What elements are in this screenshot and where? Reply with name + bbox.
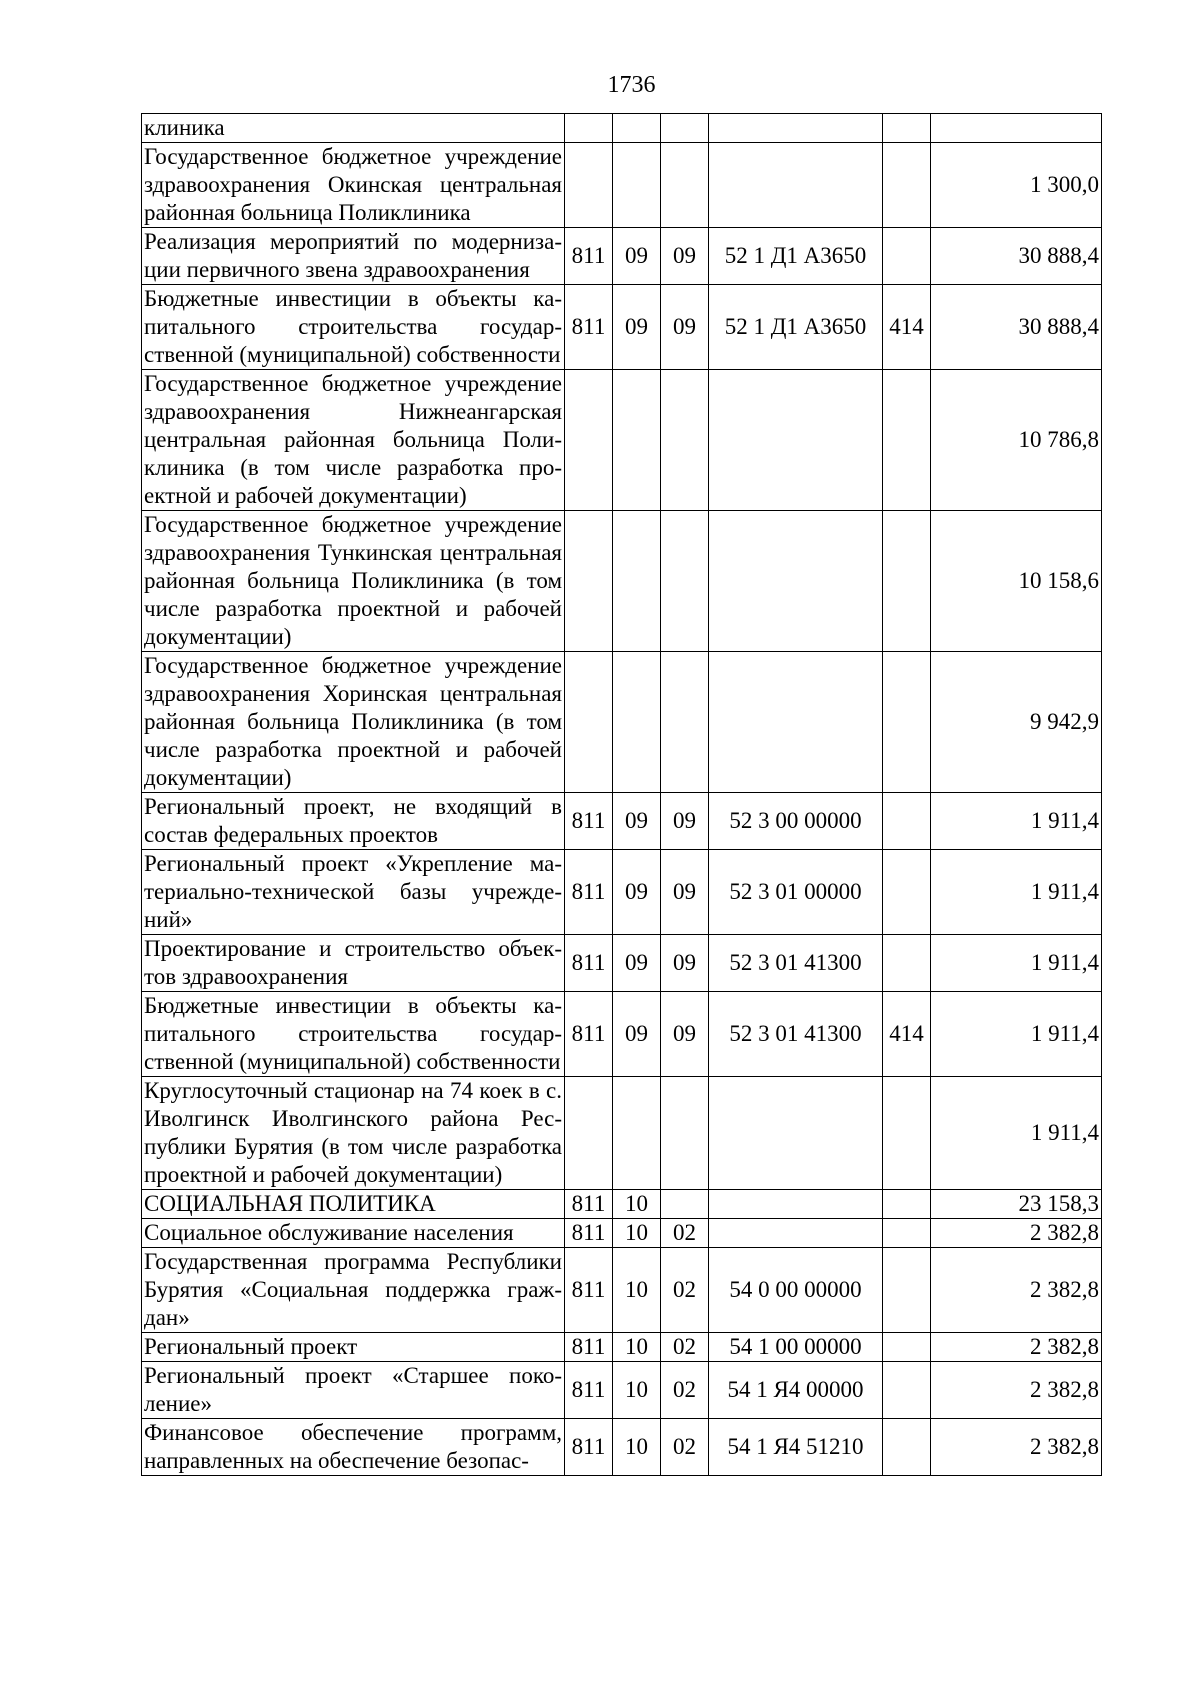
- row-expense-type: [883, 1190, 931, 1219]
- row-target-code: [709, 1077, 883, 1190]
- row-section-code: [613, 114, 661, 143]
- row-target-code: [709, 511, 883, 652]
- row-ministry-code: 811: [565, 1190, 613, 1219]
- table-row: [142, 992, 1102, 1077]
- row-name: Государственное бюджетное учреждение здравоохранения Хоринская центральная районная больница Поликлиника (в том числе разработка проектной и рабочей документации): [142, 652, 565, 793]
- row-ministry-code: [565, 652, 613, 793]
- row-expense-type: [883, 1333, 931, 1362]
- row-section-code: [613, 511, 661, 652]
- row-amount: 2 382,8: [931, 1248, 1102, 1333]
- row-ministry-code: 811: [565, 793, 613, 850]
- row-section-code: [613, 370, 661, 511]
- row-amount: 1 911,4: [931, 1077, 1102, 1190]
- row-subsection-code: [661, 511, 709, 652]
- row-ministry-code: 811: [565, 285, 613, 370]
- row-name: Государственное бюджетное учреждение здравоохранения Нижнеангарская центральная районная больница Поликлиника (в том числе разработка проектной и рабочей документации): [142, 370, 565, 511]
- row-expense-type: [883, 793, 931, 850]
- row-amount: 1 911,4: [931, 850, 1102, 935]
- row-name: СОЦИАЛЬНАЯ ПОЛИТИКА: [142, 1190, 565, 1219]
- row-name: Проектирование и строительство объектов здравоохранения: [142, 935, 565, 992]
- row-section-code: 10: [613, 1333, 661, 1362]
- row-target-code: 54 1 00 00000: [709, 1333, 883, 1362]
- row-name: Бюджетные инвестиции в объекты капитального строительства государственной (муниципальной) собственности: [142, 285, 565, 370]
- row-ministry-code: [565, 511, 613, 652]
- row-target-code: 52 3 01 00000: [709, 850, 883, 935]
- row-subsection-code: 09: [661, 935, 709, 992]
- row-subsection-code: 02: [661, 1219, 709, 1248]
- row-target-code: [709, 114, 883, 143]
- row-subsection-code: 02: [661, 1248, 709, 1333]
- row-expense-type: [883, 1419, 931, 1476]
- row-section-code: 10: [613, 1419, 661, 1476]
- row-name: Финансовое обеспечение программ, направленных на обеспечение безопас-: [142, 1419, 565, 1476]
- row-target-code: 54 1 Я4 00000: [709, 1362, 883, 1419]
- row-subsection-code: [661, 114, 709, 143]
- row-section-code: [613, 1077, 661, 1190]
- row-section-code: [613, 652, 661, 793]
- row-subsection-code: [661, 1190, 709, 1219]
- row-target-code: 52 3 01 41300: [709, 935, 883, 992]
- row-name: Бюджетные инвестиции в объекты капитального строительства государственной (муниципальной) собственности: [142, 992, 565, 1077]
- row-amount: 1 300,0: [931, 143, 1102, 228]
- row-expense-type: [883, 1077, 931, 1190]
- row-expense-type: 414: [883, 285, 931, 370]
- row-subsection-code: 02: [661, 1362, 709, 1419]
- row-ministry-code: 811: [565, 1419, 613, 1476]
- row-subsection-code: 09: [661, 992, 709, 1077]
- table-row: [142, 285, 1102, 370]
- row-ministry-code: 811: [565, 1362, 613, 1419]
- row-subsection-code: 02: [661, 1419, 709, 1476]
- row-target-code: [709, 1219, 883, 1248]
- table-row: [142, 793, 1102, 850]
- row-amount: 10 158,6: [931, 511, 1102, 652]
- table-row: [142, 1362, 1102, 1419]
- row-target-code: 52 3 01 41300: [709, 992, 883, 1077]
- row-expense-type: [883, 935, 931, 992]
- row-ministry-code: 811: [565, 992, 613, 1077]
- row-section-code: 10: [613, 1248, 661, 1333]
- row-subsection-code: 02: [661, 1333, 709, 1362]
- row-amount: 2 382,8: [931, 1419, 1102, 1476]
- table-row: [142, 1077, 1102, 1190]
- row-amount: 10 786,8: [931, 370, 1102, 511]
- row-target-code: [709, 652, 883, 793]
- row-ministry-code: 811: [565, 1248, 613, 1333]
- row-target-code: 54 0 00 00000: [709, 1248, 883, 1333]
- row-section-code: [613, 143, 661, 228]
- table-row: [142, 652, 1102, 793]
- row-subsection-code: 09: [661, 285, 709, 370]
- row-section-code: 09: [613, 285, 661, 370]
- row-ministry-code: [565, 143, 613, 228]
- row-section-code: 09: [613, 793, 661, 850]
- row-name: Государственная программа Республики Бурятия «Социальная поддержка граждан»: [142, 1248, 565, 1333]
- row-subsection-code: 09: [661, 793, 709, 850]
- row-target-code: 54 1 Я4 51210: [709, 1419, 883, 1476]
- row-name: Региональный проект «Укрепление материально-технической базы учреждений»: [142, 850, 565, 935]
- row-amount: 2 382,8: [931, 1362, 1102, 1419]
- row-target-code: [709, 1190, 883, 1219]
- table-row: [142, 1419, 1102, 1476]
- row-target-code: [709, 370, 883, 511]
- row-name: Региональный проект «Старшее поколение»: [142, 1362, 565, 1419]
- row-amount: 30 888,4: [931, 228, 1102, 285]
- row-expense-type: 414: [883, 992, 931, 1077]
- row-ministry-code: 811: [565, 228, 613, 285]
- table-row: [142, 1219, 1102, 1248]
- row-ministry-code: 811: [565, 1333, 613, 1362]
- row-subsection-code: 09: [661, 228, 709, 285]
- row-target-code: 52 1 Д1 А3650: [709, 285, 883, 370]
- row-section-code: 10: [613, 1219, 661, 1248]
- row-ministry-code: [565, 370, 613, 511]
- table-row: [142, 1333, 1102, 1362]
- row-name: Круглосуточный стационар на 74 коек в с. Иволгинск Иволгинского района Республики Бурятия (в том числе разработка проектной и рабочей документации): [142, 1077, 565, 1190]
- row-subsection-code: [661, 143, 709, 228]
- row-expense-type: [883, 652, 931, 793]
- row-subsection-code: [661, 1077, 709, 1190]
- table-row: [142, 850, 1102, 935]
- row-amount: 30 888,4: [931, 285, 1102, 370]
- row-subsection-code: 09: [661, 850, 709, 935]
- row-target-code: [709, 143, 883, 228]
- row-expense-type: [883, 511, 931, 652]
- row-ministry-code: 811: [565, 935, 613, 992]
- row-name: Региональный проект, не входящий в состав федеральных проектов: [142, 793, 565, 850]
- row-expense-type: [883, 114, 931, 143]
- row-subsection-code: [661, 652, 709, 793]
- row-amount: [931, 114, 1102, 143]
- row-section-code: 10: [613, 1190, 661, 1219]
- table-row: [142, 370, 1102, 511]
- row-expense-type: [883, 1248, 931, 1333]
- table-row: [142, 114, 1102, 143]
- table-row: [142, 228, 1102, 285]
- row-amount: 1 911,4: [931, 992, 1102, 1077]
- row-expense-type: [883, 1362, 931, 1419]
- row-name: Реализация мероприятий по модернизации первичного звена здравоохранения: [142, 228, 565, 285]
- row-section-code: 10: [613, 1362, 661, 1419]
- row-subsection-code: [661, 370, 709, 511]
- row-name: Социальное обслуживание населения: [142, 1219, 565, 1248]
- row-name: клиника: [142, 114, 565, 143]
- row-expense-type: [883, 850, 931, 935]
- row-expense-type: [883, 143, 931, 228]
- row-ministry-code: [565, 114, 613, 143]
- row-amount: 2 382,8: [931, 1219, 1102, 1248]
- row-section-code: 09: [613, 935, 661, 992]
- row-amount: 1 911,4: [931, 793, 1102, 850]
- row-expense-type: [883, 228, 931, 285]
- table-row: [142, 511, 1102, 652]
- row-section-code: 09: [613, 992, 661, 1077]
- row-ministry-code: [565, 1077, 613, 1190]
- row-ministry-code: 811: [565, 850, 613, 935]
- table-row: [142, 935, 1102, 992]
- row-ministry-code: 811: [565, 1219, 613, 1248]
- row-name: Региональный проект: [142, 1333, 565, 1362]
- row-amount: 1 911,4: [931, 935, 1102, 992]
- row-name: Государственное бюджетное учреждение здравоохранения Окинская центральная районная больница Поликлиника: [142, 143, 565, 228]
- row-amount: 9 942,9: [931, 652, 1102, 793]
- page-number: 1736: [607, 72, 656, 98]
- row-section-code: 09: [613, 228, 661, 285]
- row-expense-type: [883, 1219, 931, 1248]
- budget-table: [141, 113, 1102, 1476]
- row-amount: 2 382,8: [931, 1333, 1102, 1362]
- row-name: Государственное бюджетное учреждение здравоохранения Тункинская центральная районная больница Поликлиника (в том числе разработка проектной и рабочей документации): [142, 511, 565, 652]
- table-row: [142, 143, 1102, 228]
- row-target-code: 52 1 Д1 А3650: [709, 228, 883, 285]
- table-row: [142, 1190, 1102, 1219]
- row-section-code: 09: [613, 850, 661, 935]
- table-row: [142, 1248, 1102, 1333]
- row-expense-type: [883, 370, 931, 511]
- row-amount: 23 158,3: [931, 1190, 1102, 1219]
- row-target-code: 52 3 00 00000: [709, 793, 883, 850]
